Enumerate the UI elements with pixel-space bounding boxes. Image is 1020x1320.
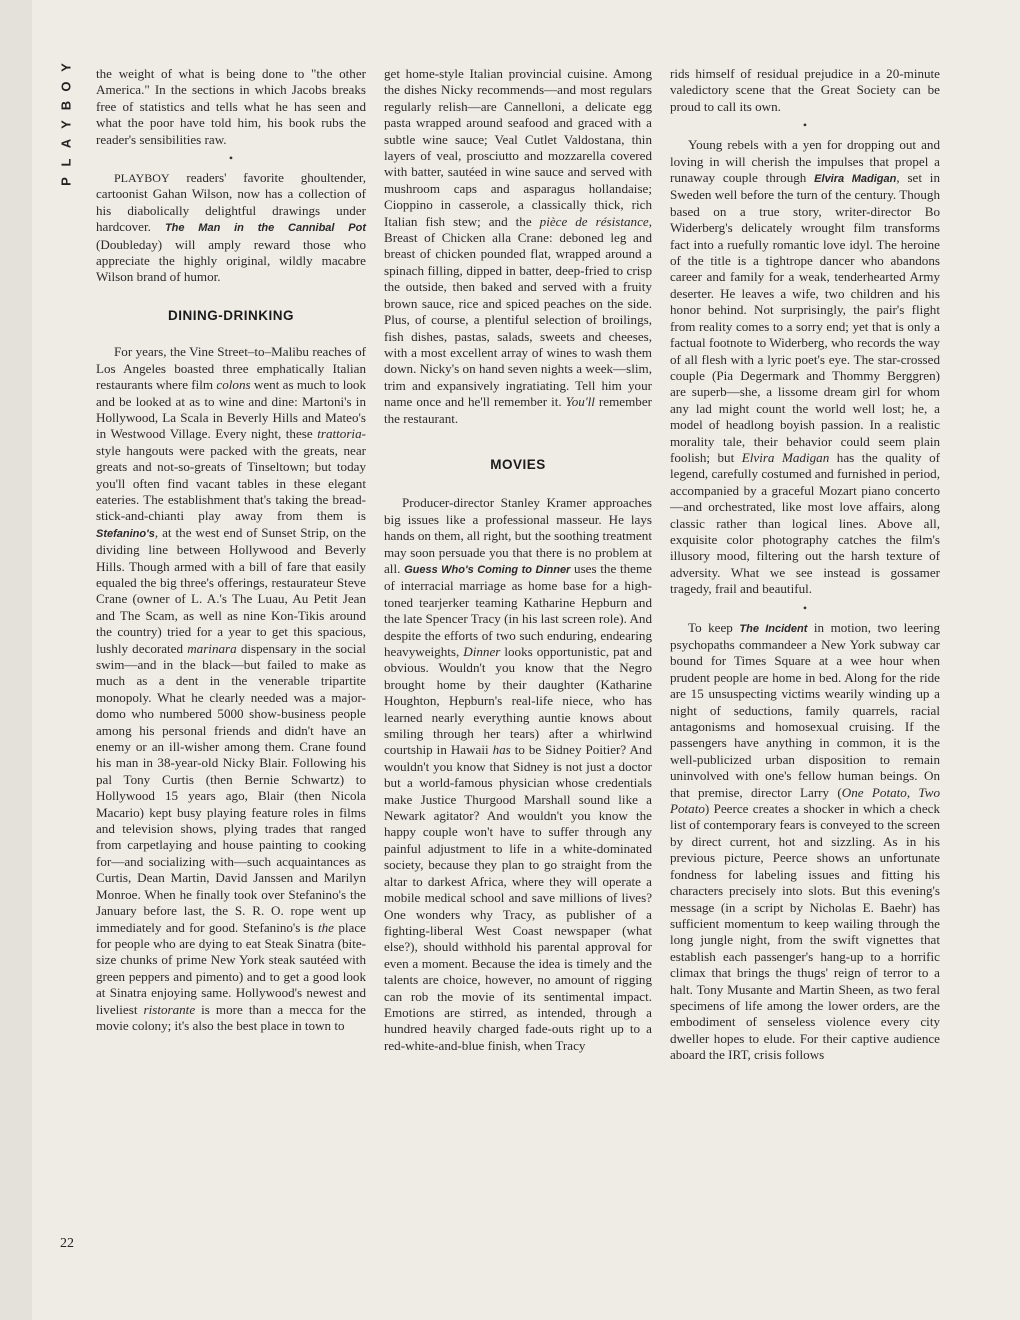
text-run: For years, the Vine Street–to–Malibu reaches of Los Angeles boasted three emphatically Italian restaurants where film (96, 344, 366, 393)
text-run: readers' favorite ghoultender, cartoonist Gahan Wilson, now has a collection of his diabolically delightful drawings under hardcover. (96, 170, 366, 235)
paragraph (384, 66, 652, 427)
title-text: The Incident (739, 622, 808, 635)
paragraph (96, 344, 366, 1034)
masthead-letter: L (58, 158, 74, 167)
separator-dot: • (802, 600, 808, 615)
section-heading-dining: DINING-DRINKING (168, 307, 294, 323)
text-run: looks opportunistic, pat and obvious. Wouldn't you know that the Negro brought home by their daughter (Katharine Houghton, Hepburn's real-life niece, who has learned nearly everything auntie knows about smiling through her tears) after a whirlwind courtship in Hawaii (384, 644, 652, 758)
italic-text: trattoria (317, 426, 362, 442)
title-text: Elvira Madigan (814, 173, 897, 186)
text-run: , Breast of Chicken alla Crane: deboned leg and breast of chicken pounded flat, wrapped around a spinach filling, dipped in batter, deep-fried to crisp the outside, then baked and served with a fruity brown sauce, rice and spiced peaches on the side. Plus, of course, a plentiful selection of broilings, fish dishes, pastas, salads, sweets and cheeses, with a most excellent array of wines to wash them down. Nicky's on hand seven nights a week—slim, trim and expansively ingratiating. Tell him your name once and he'll remember it. (384, 213, 652, 410)
text-run: place for people who are dying to eat Steak Sinatra (bite-size chunks of prime New York steak sautéed with green peppers and pimento) and to get a good look at Sinatra enjoying same. Hollywood's newest and liveliest (96, 919, 366, 1017)
text-run: , at the west end of Sunset Strip, on the dividing line between Hollywood and Beverly Hills. Though armed with a bill of fare that easily equaled the big three's offerings, restaurateur Steve Crane (owner of L. A.'s The Luau, Au Petit Jean and The Scam, as well as nine Kon-Tikis around the country) tried for a year to get this spacious, lushly decorated (96, 524, 366, 656)
text-run: get home-style Italian provincial cuisine. Among the dishes Nicky recommends—and most regulars regularly relish—are Cannelloni, a delicate egg pasta wrapped around seafood and graced with a subtle wine sauce; Veal Cutlet Valdostana, thin layers of veal, prosciutto and mozzarella covered with batter, sautéed in wine sauce and served with mushroom caps and asparagus hollandaise; Cioppino in casserole, a classically thick, rich Italian fish stew; and the (384, 66, 652, 229)
masthead (56, 58, 76, 191)
paragraph (670, 66, 940, 115)
italic-text: colons (216, 377, 251, 393)
italic-text: You'll (565, 394, 595, 410)
italic-text: Dinner (463, 644, 501, 659)
paragraph (384, 495, 652, 1054)
text-run: (Doubleday) will amply reward those who appreciate the highly original, wildly macabre Wilson brand of humor. (96, 236, 366, 285)
text-run: To keep (688, 619, 740, 635)
text-run: uses the theme of interracial marriage as home base for a high-toned tearjerker teaming Katharine Hepburn and the late Spencer Tracy (in his last screen role). And despite the efforts of two such enduring, endearing heavyweights, (384, 560, 652, 659)
separator-dot: • (802, 118, 808, 133)
section-heading-movies: MOVIES (490, 456, 546, 472)
text-run: dispensary in the social swim—and in the black—but failed to make as much as a dent in the venerable tripartite monopoly. What he clearly needed was a major-domo who numbered 5000 show-business people among his personal friends and didn't have an enemy or an ill-wisher among them. Crane found his man in 38-year-old Nicky Blair. Following his pal Tony Curtis (then Bernie Schwartz) to Hollywood 15 years ago, Blair (then Nicola Macario) kept busy playing feature roles in films and television shows, plying trades that ranged from carpetlaying and house painting to cooking for—and socializing with—such acquaintances as Curtis, Dean Martin, David Janssen and Marilyn Monroe. When he finally took over Stefanino's the January before last, the S. R. O. rope went up immediately and for good. Stefanino's is (96, 640, 366, 935)
masthead-letter: Y (58, 120, 74, 129)
italic-text: pièce de résistance (539, 213, 649, 229)
paragraph (670, 620, 940, 1064)
text-run: Producer-director Stanley Kramer approaches big issues like a professional masseur. He lays hands on them, all right, but the soothing treatment may soon persuade you that there is no problem at all. (384, 495, 652, 576)
italic-text: the (317, 919, 334, 935)
italic-text: One Potato, Two Potato (670, 784, 941, 817)
italic-text: Elvira Madigan (741, 449, 830, 465)
paragraph-text: the weight of what is being done to "the other America." In the sections in which Jacobs breaks free of statistics and tells what he has seen and what the poor have told him, his book rubs the reader's sensibilities raw. (96, 66, 366, 147)
masthead-letter: B (58, 100, 74, 111)
title-text: The Man in the Cannibal Pot (164, 222, 367, 235)
text-run: remember the restaurant. (384, 394, 652, 426)
italic-text: marinara (187, 640, 237, 656)
italic-text: has (492, 742, 511, 758)
page-edge (0, 0, 32, 1320)
column-2 (384, 66, 652, 1054)
text-run: to be Sidney Poitier? And wouldn't you know that Sidney is not just a doctor but a world-famous physician whose credentials make Justice Thurgood Marshall sound like a Newark agitator? And wouldn't you know the happy couple won't have to suffer through any painful adjustment to life in a white-dominated society, because they plan to go straight from the altar to darkest Africa, where they will operate a mobile medical school and save millions of lives? One wonders why Tracy, as publisher of a fighting-liberal West Coast newspaper (what else?), should withhold his parental approval for even a moment. Because the idea is timely and the talents are choice, however, no amount of rigging can rob the movie of its sentimental impact. Emotions are stirred, as intended, through a hundred heavily charged fade-outs right up to a red-white-and-blue finish, when Tracy (384, 742, 652, 1053)
masthead-letter: P (58, 177, 74, 186)
text-run: ) Peerce creates a shocker in which a check list of contemporary fears is conveyed to the screen by direct current, hot and sizzling. As in his previous picture, Peerce shows an unfortunate fondness for labeling issues and fitting his characters precisely into slots. But this evening's message (in a script by Nicholas E. Baehr) has sufficient momentum to keep wailing through the long jungle night, from the swift vignettes that establish each passenger's hang-up to a horrific climax that brings the thugs' reign of terror to a halt. Tony Musante and Martin Sheen, as two feral specimens of life among the lower orders, are the embodiment of senseless violence every city dweller hopes to elude. For their captive audience aboard the IRT, crisis follows (670, 801, 940, 1063)
italic-text: ristorante (143, 1001, 196, 1017)
paragraph (96, 170, 366, 286)
masthead-letter: Y (58, 63, 74, 72)
text-run: went as much to look and be looked at as to wine and dine: Martoni's in Hollywood, La Scala in Beverly Hills and Mateo's in Westwood Village. Every night, these (96, 377, 367, 442)
column-3 (670, 66, 940, 1064)
text-run: is more than a mecca for the movie colony; it's also the best place in town to (96, 1001, 366, 1033)
title-text: Stefanino's (96, 527, 155, 540)
text-run: , set in Sweden well before the turn of the century. Though based on a true story, writer-director Bo Widerberg's delicately wrought film transforms fact into a ruefully romantic love idyl. The heroine of the title is a tightrope dancer who abandons career and family for a weak, tenderhearted Army deserter. He leaves a wife, two children and his honor behind. Not surprisingly, the pair's flight from reality comes to a sorry end; yet that is only a factual footnote to Widerberg, who records the way of all flesh with a lyric poet's eye. The star-crossed couple (Pia Degermark and Thommy Berggren) are superb—she, a lissome dream girl for whom any lad might count the world well lost; he, a model of headlong boyish passion. In a realistic morality tale, their behavior could seem plain foolish; but (670, 170, 940, 465)
text-run: rids himself of residual prejudice in a 20-minute valedictory scene that the Great Society can be proud to call its own. (670, 66, 940, 114)
title-text: Guess Who's Coming to Dinner (404, 563, 571, 576)
text-run: has the quality of legend, carefully costumed and furnished in period, accompanied by a graceful Mozart piano concerto—and orchestrated, like most love affairs, along classic rather than logical lines. Above all, exquisite color photography catches the film's illusory mood, filtering out the harsh texture of adversity. What we see instead is gossamer tragedy, frail and beautiful. (670, 449, 940, 597)
paragraph (96, 66, 366, 148)
separator-dot: • (228, 151, 234, 166)
text-run: in motion, two leering psychopaths commandeer a New York subway car bound for Times Square at a wee hour when prudent people are home in bed. Along for the ride are 15 unsuspecting victims wearily winding up a night of seductions, family quarrels, racial antagonisms and homosexual cruising. If the passengers have anything in common, it is the well-publicized urban disposition to remain uninvolved with one's fellow human beings. On that premise, director Larry ( (670, 619, 940, 800)
masthead-letter: A (58, 138, 74, 149)
text-run: Young rebels with a yen for dropping out and loving in will cherish the impulses that propel a runaway couple through (670, 137, 940, 186)
paragraph (670, 137, 940, 597)
text-run: -style hangouts were packed with the greats, near greats and not-so-greats of Tinseltown; but today you'll often find vacant tables in these elegant eateries. The establishment that's taking the bread-stick-and-chianti play away from them is (96, 426, 366, 524)
masthead-letter: O (58, 81, 74, 92)
page-number: 22 (60, 1236, 74, 1251)
column-1 (96, 66, 366, 1034)
small-caps-text: PLAYBOY (114, 171, 170, 186)
